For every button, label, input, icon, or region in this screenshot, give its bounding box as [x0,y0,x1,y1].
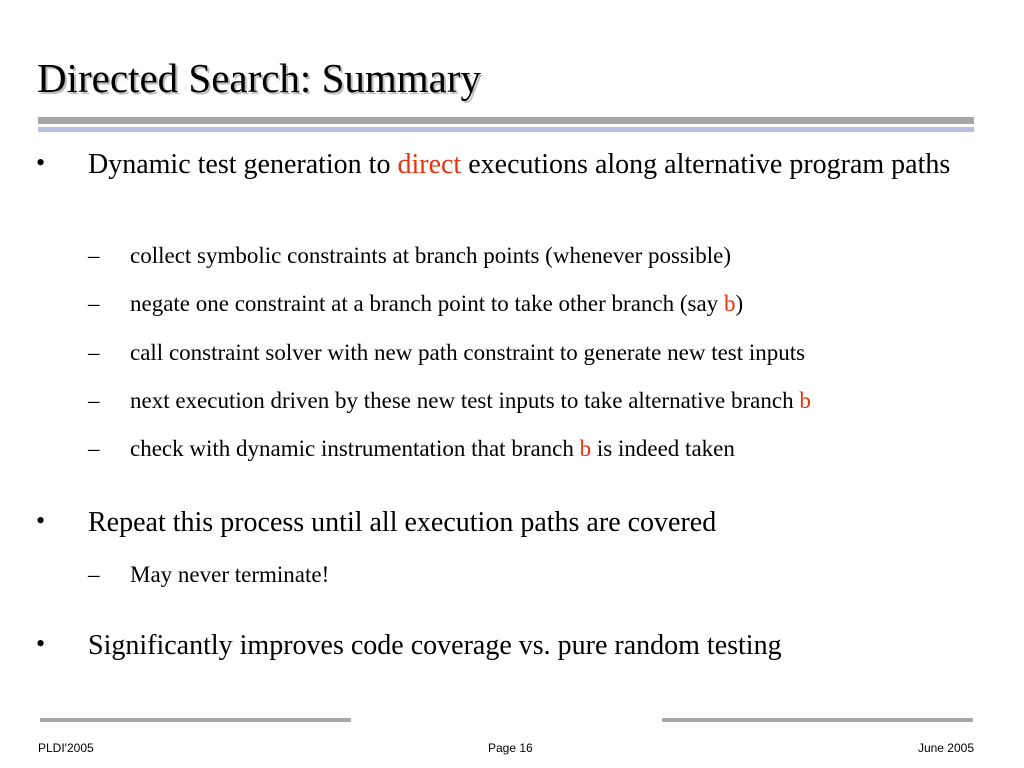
sub-bullet-text-part: May never terminate! [130,562,330,587]
sub-bullet-text-part: collect symbolic constraints at branch points (whenever possible) [130,243,732,268]
sub-bullet-marker: – [88,291,100,316]
sub-bullet-text-part: ) [735,291,744,316]
sub-bullet-marker: – [88,562,100,587]
sub-bullet-text [130,241,731,271]
sub-bullet-text [130,386,811,416]
sub-bullet-marker: – [88,436,100,461]
bullet-text [88,145,968,185]
highlighted-word: b [723,291,736,316]
sub-bullet-text-part: call constraint solver with new path constraint to generate new test inputs [130,340,806,365]
sub-bullet-marker: – [88,340,100,365]
bullet-text [88,503,968,543]
highlighted-word: direct [397,149,462,180]
sub-bullet-text-part: check with dynamic instrumentation that branch [130,436,580,461]
sub-bullet-text [130,560,329,590]
highlighted-word: b [799,388,811,413]
footer-page-number: Page 16 [488,741,533,755]
sub-bullet-marker: – [88,243,100,268]
bullet-text-part: executions along alternative program paths [461,149,951,180]
sub-bullet-text-part: is indeed taken [591,436,735,461]
bullet-text-part: Significantly improves code coverage vs. pure random testing [88,630,782,661]
footer-rule-right [662,718,973,722]
bullet-text-part: Dynamic test generation to [88,149,398,180]
sub-bullet-text [130,289,743,319]
bullet-marker: • [36,629,46,658]
sub-bullet-text-part: next execution driven by these new test inputs to take alternative branch [130,388,800,413]
footer-date: June 2005 [917,741,974,755]
sub-bullet-text-part: negate one constraint at a branch point to take other branch (say [130,291,724,316]
bullet-marker: • [36,148,46,177]
bullet-text [88,626,968,666]
footer-conference: PLDI'2005 [38,741,94,755]
bullet-marker: • [36,506,46,535]
bullet-text-part: Repeat this process until all execution paths are covered [88,507,717,538]
footer-rule-left [40,718,351,722]
sub-bullet-text [130,338,805,368]
highlighted-word: b [579,436,592,461]
slide-title: Directed Search: Summary [37,55,482,101]
sub-bullet-text [130,434,735,464]
sub-bullet-marker: – [88,388,100,413]
